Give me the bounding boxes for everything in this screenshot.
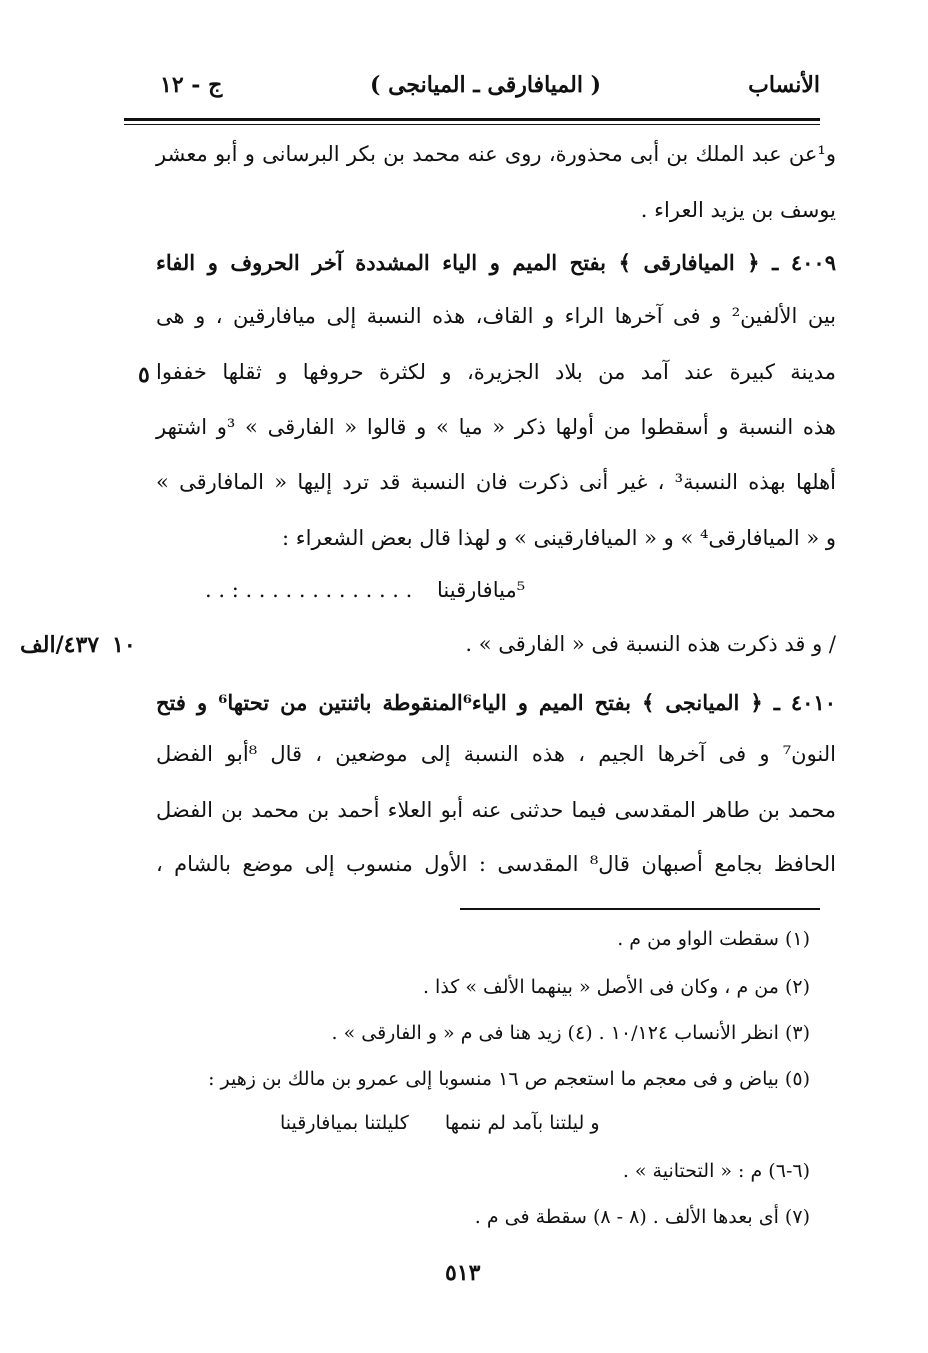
footnote-verse (250, 1112, 600, 1134)
page-number: ٥١٣ (445, 1260, 481, 1286)
text-line-5: مدينة كبيرة عند آمد من بلاد الجزيرة، و لكثرة حروفها و ثقلها خففوا (156, 360, 836, 384)
text-line-13: الحافظ بجامع أصبهان قال⁸ المقدسى : الأول منسوب إلى موضع بالشام ، (156, 852, 837, 876)
text-line-9: / و قد ذكرت هذه النسبة فى « الفارقى » . (465, 632, 836, 656)
verse-ellipsis (205, 578, 525, 602)
footnote-7-8: (٧) أى بعدها الألف . (٨ - ٨) سقطة فى م . (474, 1206, 810, 1228)
footnote-rule (460, 908, 820, 910)
entry-4010-heading: ٤٠١٠ ـ ﴿ الميانجى ﴾ بفتح الميم و الياء⁶المنقوطة باثنتين من تحتها⁶ و فتح (156, 690, 836, 715)
text-line-8: و « الميافارقى⁴ » و « الميافارقينى » و لهذا قال بعض الشعراء : (282, 526, 836, 550)
text-line-7: أهلها بهذه النسبة³ ، غير أنى ذكرت فان النسبة قد ترد إليها « المافارقى » (156, 470, 836, 494)
header-entry-range: ( الميافارقى ـ الميانجى ) (370, 72, 602, 98)
verse-hemistich-1: و ليلتنا بآمد لم ننمها (444, 1112, 600, 1134)
text-line-1: و¹عن عبد الملك بن أبى محذورة، روى عنه محمد بن بكر البرسانى و أبو معشر (156, 142, 836, 166)
header-rule (124, 118, 820, 121)
header-book-title: الأنساب (748, 72, 820, 98)
verse-fragment: ⁵ميافارقينا (437, 578, 526, 602)
text-line-12: محمد بن طاهر المقدسى فيما حدثنى عنه أبو العلاء أحمد بن محمد بن الفضل (156, 798, 836, 822)
footnote-2: (٢) من م ، وكان فى الأصل « بينهما الألف » كذا . (422, 976, 810, 998)
footnote-6: (٦-٦) م : « التحتانية » . (622, 1160, 810, 1182)
footnote-1: (١) سقطت الواو من م . (617, 928, 810, 950)
text-line-2: يوسف بن يزيد العراء . (640, 198, 836, 222)
verse-hemistich-2: كليلتنا بميافارقينا (280, 1112, 409, 1134)
ellipsis-dots: . . . . . . . . . . . . . : . . (205, 578, 413, 602)
line-number-5: ٥ (138, 362, 150, 388)
header-rule-thin (124, 124, 820, 125)
header-volume: ج - ١٢ (160, 72, 223, 98)
text-line-11: النون⁷ و فى آخرها الجيم ، هذه النسبة إلى موضعين ، قال ⁸أبو الفضل (156, 742, 836, 766)
text-line-4: بين الألفين² و فى آخرها الراء و القاف، هذه النسبة إلى ميافارقين ، و هى (156, 304, 836, 328)
entry-4009-heading: ٤٠٠٩ ـ ﴿ الميافارقى ﴾ بفتح الميم و الياء المشددة آخر الحروف و الفاء (156, 250, 836, 275)
footnote-5: (٥) بياض و فى معجم ما استعجم ص ١٦ منسوبا إلى عمرو بن مالك بن زهير : (208, 1068, 810, 1090)
line-number-10: ١٠ (112, 632, 136, 658)
text-line-6: هذه النسبة و أسقطوا من أولها ذكر « ميا » و قالوا « الفارقى » ³و اشتهر (156, 415, 836, 439)
manuscript-folio-ref: ٤٣٧/الف (20, 632, 100, 658)
footnote-3-4: (٣) انظر الأنساب ١٠/١٢٤ . (٤) زيد هنا فى م « و الفارقى » . (331, 1022, 810, 1044)
